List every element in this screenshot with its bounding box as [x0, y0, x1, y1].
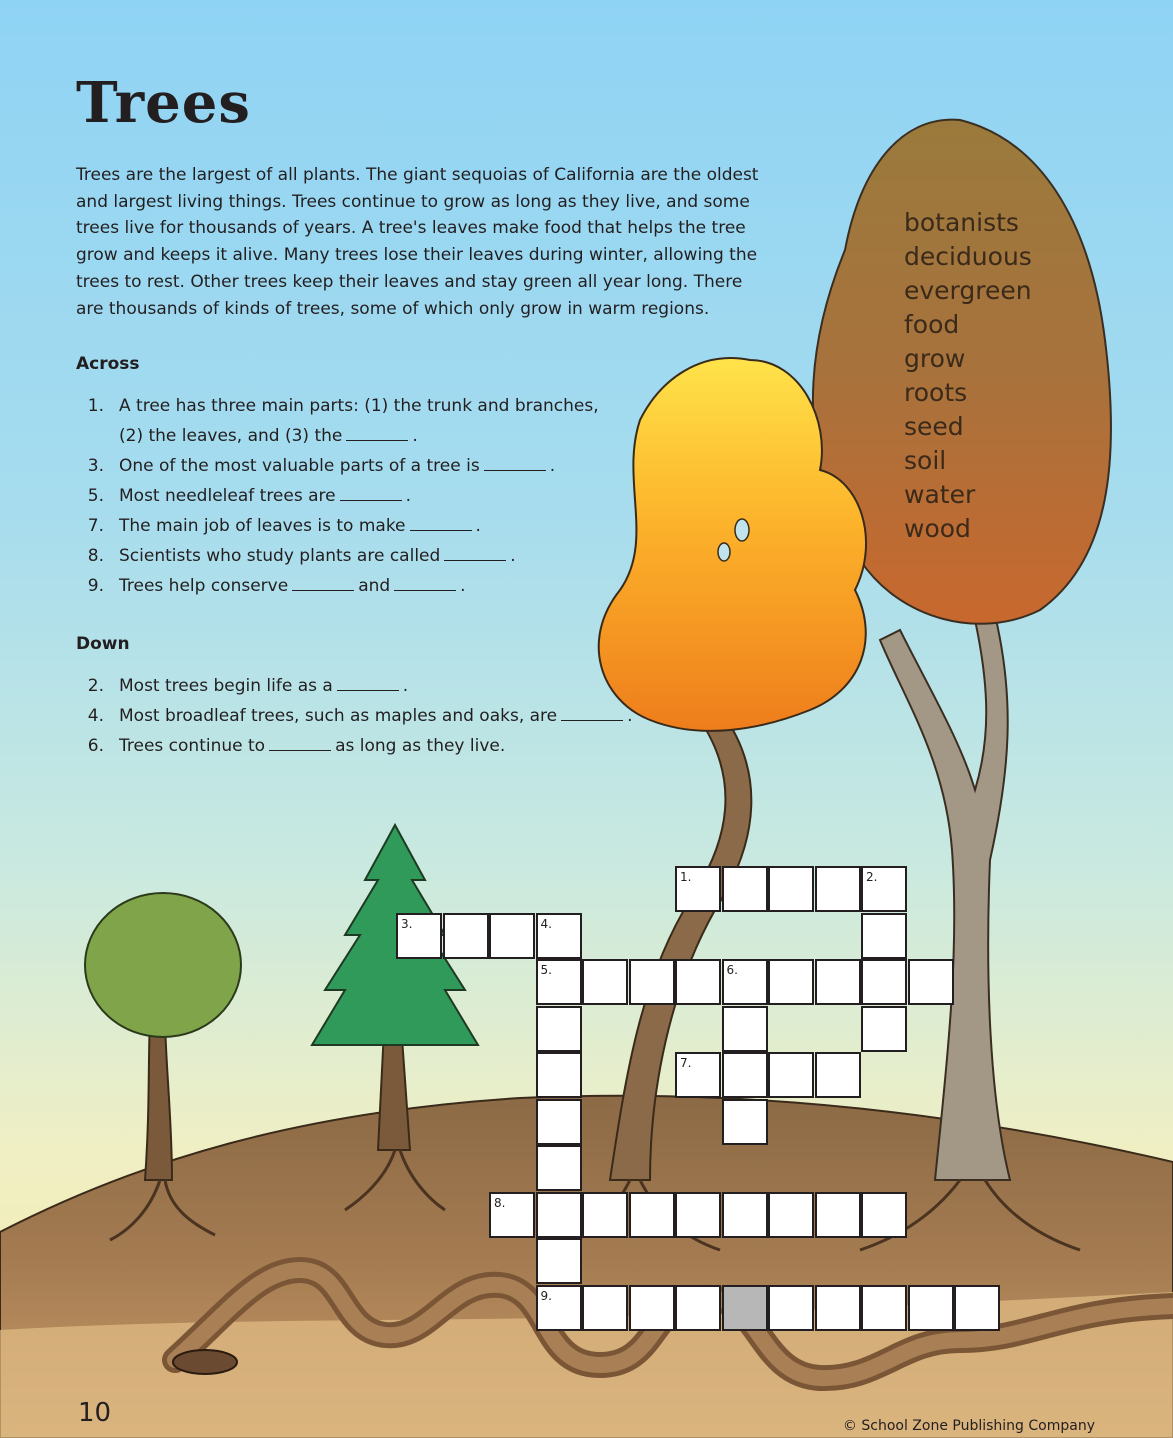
crossword-cell[interactable]	[675, 959, 721, 1005]
clue-number: 6.	[87, 736, 104, 756]
crossword-cell[interactable]	[861, 1192, 907, 1238]
answer-blank	[410, 518, 472, 531]
clue-end: .	[549, 456, 556, 476]
crossword-cell[interactable]	[908, 1285, 954, 1331]
crossword-cell[interactable]	[768, 866, 814, 912]
clue-mid: and	[358, 576, 391, 596]
clue-text: Trees continue to	[119, 736, 266, 756]
clue-text: Most trees begin life as a	[119, 676, 333, 696]
crossword-cell[interactable]	[582, 1285, 628, 1331]
across-heading: Across	[76, 354, 140, 374]
crossword-cell[interactable]	[536, 1052, 582, 1098]
answer-blank	[337, 678, 399, 691]
clue-text: Scientists who study plants are called	[119, 546, 441, 566]
mole	[173, 1350, 237, 1374]
word-bank-item: water	[904, 480, 976, 509]
crossword-cell[interactable]	[768, 1192, 814, 1238]
answer-blank	[484, 458, 546, 471]
crossword-cell[interactable]	[722, 1006, 768, 1052]
answer-blank	[269, 738, 331, 751]
cell-number: 8.	[494, 1195, 506, 1210]
cell-number: 9.	[540, 1288, 552, 1303]
word-bank-item: evergreen	[904, 276, 1032, 305]
cell-number: 1.	[680, 870, 692, 884]
answer-blank	[444, 548, 506, 561]
clue-number: 4.	[87, 706, 104, 726]
crossword-cell[interactable]	[815, 1192, 861, 1238]
crossword-cell[interactable]	[768, 1052, 814, 1098]
clue-across-1	[76, 391, 599, 451]
clue-text: Trees help conserve	[119, 576, 289, 596]
crossword-cell[interactable]	[722, 866, 768, 912]
crossword-cell[interactable]	[722, 1099, 768, 1145]
crossword-cell[interactable]	[675, 866, 721, 912]
clue-number: 9.	[87, 576, 104, 596]
crossword-cell[interactable]	[815, 866, 861, 912]
crossword-cell[interactable]	[861, 959, 907, 1005]
page-title: Trees	[76, 70, 251, 136]
clue-number: 3.	[87, 456, 104, 476]
blocked-cell	[722, 1285, 768, 1331]
across-clues	[76, 391, 599, 601]
crossword-cell[interactable]	[536, 913, 582, 959]
clue-text: A tree has three main parts: (1) the trunk and branches,	[119, 396, 599, 416]
crossword-cell[interactable]	[861, 1006, 907, 1052]
crossword-cell[interactable]	[443, 913, 489, 959]
crossword-cell[interactable]	[675, 1192, 721, 1238]
clue-across-9	[76, 571, 599, 601]
crossword-cell[interactable]	[536, 1192, 582, 1238]
answer-blank	[394, 578, 456, 591]
clue-number: 5.	[87, 486, 104, 506]
crossword-cell[interactable]	[489, 1192, 535, 1238]
clue-text: The main job of leaves is to make	[119, 516, 406, 536]
crossword-cell[interactable]	[768, 1285, 814, 1331]
word-bank-item: food	[904, 310, 960, 339]
crossword-cell[interactable]	[536, 959, 582, 1005]
crossword-cell[interactable]	[722, 1192, 768, 1238]
crown-hole	[735, 519, 749, 541]
crossword-cell[interactable]	[675, 1052, 721, 1098]
word-bank-item: soil	[904, 446, 947, 475]
clue-across-8	[76, 541, 599, 571]
intro-paragraph: Trees are the largest of all plants. The giant sequoias of California are the oldest and largest living things. Trees continue to grow as long as they live, and some trees live for thousands of years. A tree's leaves make food that helps the tree grow and keeps it alive. Many trees lose their leaves during winter, allowing the trees to rest. Other trees keep their leaves and stay green all year long. There are thousands of kinds of trees, some of which only grow in warm regions.	[76, 165, 759, 319]
crossword-cell[interactable]	[908, 959, 954, 1005]
word-bank-item: wood	[904, 514, 971, 543]
crossword-cell[interactable]	[536, 1006, 582, 1052]
crossword-cell[interactable]	[536, 1238, 582, 1284]
clue-number: 1.	[87, 396, 104, 416]
crossword-cell[interactable]	[629, 1285, 675, 1331]
cell-number: 5.	[540, 963, 552, 977]
clue-text: Most needleleaf trees are	[119, 486, 336, 506]
crossword-cell[interactable]	[582, 1192, 628, 1238]
crossword-cell[interactable]	[861, 913, 907, 959]
crossword-cell[interactable]	[489, 913, 535, 959]
clue-number: 7.	[87, 516, 104, 536]
word-bank-item: deciduous	[904, 242, 1032, 271]
clue-text: One of the most valuable parts of a tree is	[119, 456, 480, 476]
crossword-cell[interactable]	[536, 1285, 582, 1331]
crossword-cell[interactable]	[396, 913, 442, 959]
cell-number: 7.	[680, 1056, 692, 1070]
clue-across-5	[76, 481, 599, 511]
copyright: © School Zone Publishing Company	[842, 1418, 1095, 1434]
down-heading: Down	[76, 634, 130, 654]
crossword-cell[interactable]	[536, 1099, 582, 1145]
word-bank-item: roots	[904, 378, 968, 407]
down-clues	[76, 671, 633, 761]
clue-end: .	[405, 486, 412, 506]
clue-end: .	[510, 546, 516, 566]
crossword-cell[interactable]	[629, 1192, 675, 1238]
green-tree-trunk	[145, 1020, 172, 1180]
clue-end: .	[460, 576, 466, 596]
crossword-cell[interactable]	[861, 866, 907, 912]
word-bank	[904, 206, 1032, 546]
clue-text: Most broadleaf trees, such as maples and oaks, are	[119, 706, 558, 726]
crossword-cell[interactable]	[815, 1052, 861, 1098]
clue-mid: as long as they live.	[335, 736, 506, 756]
crossword-cell[interactable]	[861, 1285, 907, 1331]
answer-blank	[340, 488, 402, 501]
clue-end: .	[475, 516, 481, 536]
crossword-cell[interactable]	[722, 1052, 768, 1098]
clue-text-continued: (2) the leaves, and (3) the	[119, 426, 343, 446]
crossword-cell[interactable]	[815, 1285, 861, 1331]
cell-number: 2.	[866, 870, 878, 884]
page-number: 10	[78, 1398, 112, 1428]
crossword-cell[interactable]	[768, 959, 814, 1005]
clue-down-2	[76, 671, 633, 701]
cell-number: 3.	[401, 916, 413, 931]
clue-across-7	[76, 511, 599, 541]
crossword-cell[interactable]	[675, 1285, 721, 1331]
crossword-cell[interactable]	[815, 959, 861, 1005]
green-tree-crown	[85, 893, 241, 1037]
clue-down-6	[76, 731, 633, 761]
clue-end: .	[627, 706, 633, 726]
clue-end: .	[412, 426, 418, 446]
clue-down-4	[76, 701, 633, 731]
cell-number: 4.	[540, 916, 552, 931]
crossword-cell[interactable]	[582, 959, 628, 1005]
answer-blank	[561, 708, 623, 721]
clue-number: 2.	[87, 676, 104, 696]
crossword-cell[interactable]	[954, 1285, 1000, 1331]
answer-blank	[346, 428, 408, 441]
answer-blank	[292, 578, 354, 591]
word-bank-item: grow	[904, 344, 966, 373]
word-bank-item: botanists	[904, 208, 1019, 237]
cell-number: 6.	[726, 963, 738, 977]
clue-end: .	[402, 676, 409, 696]
crossword-cell[interactable]	[722, 959, 768, 1005]
crossword-cell[interactable]	[536, 1145, 582, 1191]
clue-across-3	[76, 451, 599, 481]
crown-hole	[718, 543, 730, 561]
word-bank-item: seed	[904, 412, 964, 441]
clue-number: 8.	[87, 546, 104, 566]
crossword-cell[interactable]	[629, 959, 675, 1005]
